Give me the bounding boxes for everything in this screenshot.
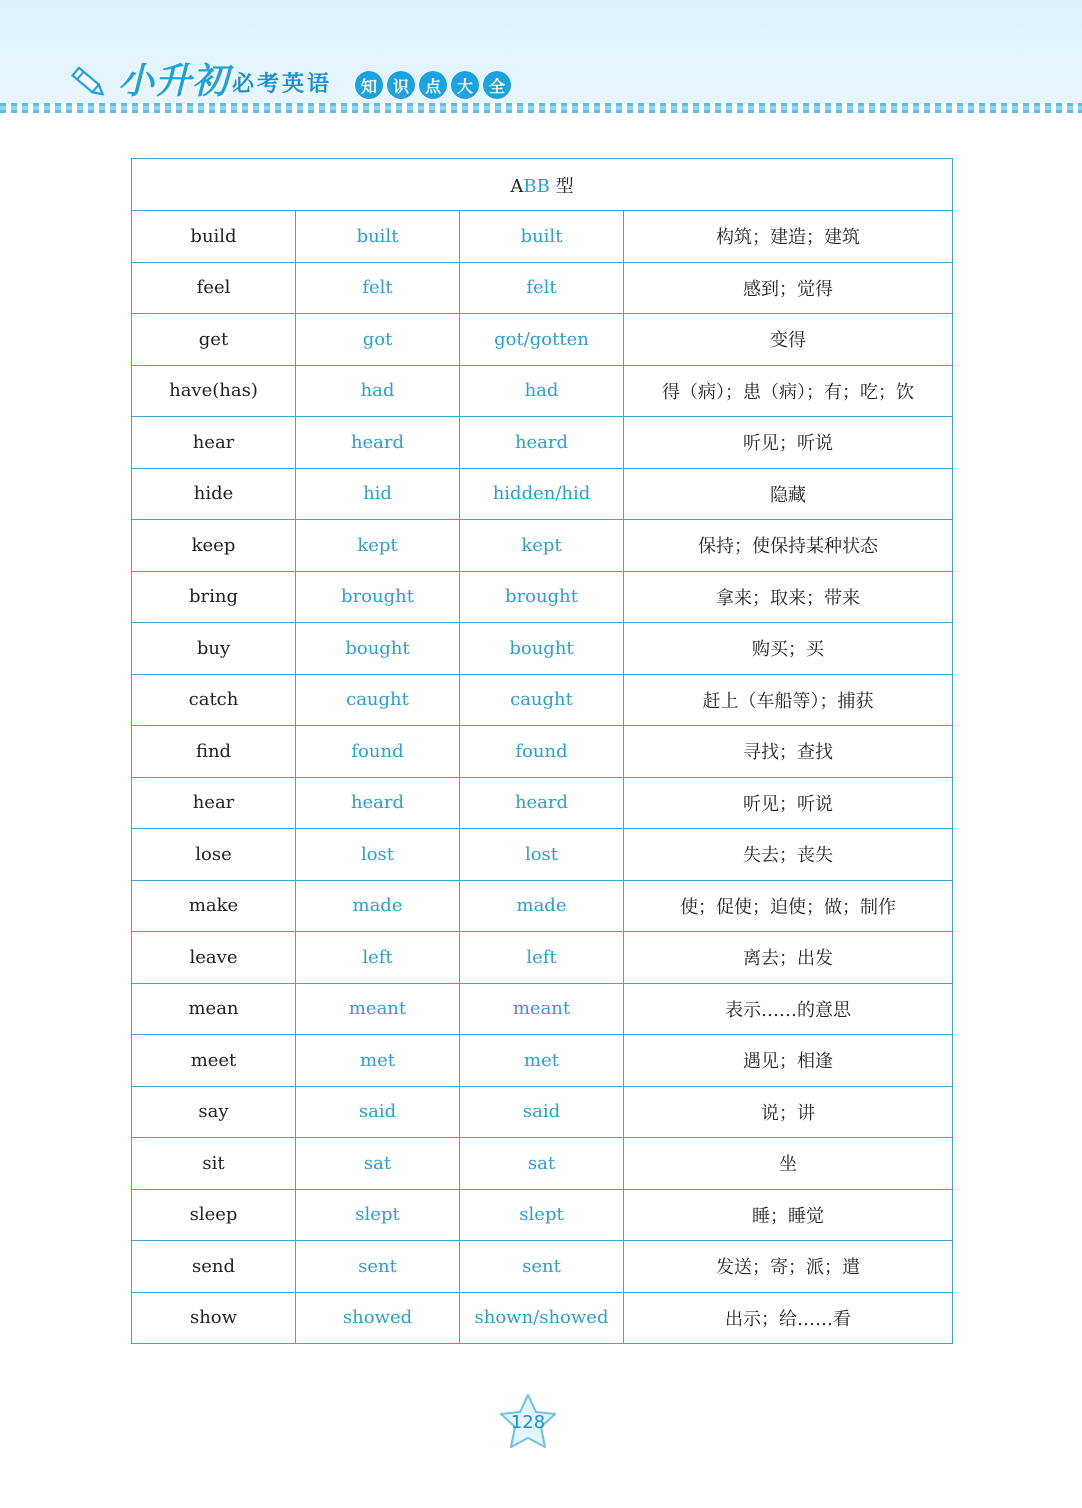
- meaning-cell: 睡；睡觉: [624, 1189, 953, 1241]
- circled-char: 大: [450, 70, 480, 100]
- circled-char: 知: [354, 70, 384, 100]
- meaning-cell: 听见；听说: [624, 417, 953, 469]
- base-form-cell: keep: [132, 520, 296, 572]
- brand-subtitle: 必考英语: [232, 72, 333, 97]
- base-form-cell: send: [132, 1241, 296, 1293]
- past-participle-cell: hidden/hid: [460, 468, 624, 520]
- circled-char: 点: [418, 70, 448, 100]
- meaning-cell: 发送；寄；派；遣: [624, 1241, 953, 1293]
- meaning-cell: 保持；使保持某种状态: [624, 520, 953, 572]
- base-form-cell: get: [132, 314, 296, 366]
- past-participle-cell: made: [460, 880, 624, 932]
- meaning-cell: 赶上（车船等）；捕获: [624, 674, 953, 726]
- table-row: [132, 829, 953, 881]
- meaning-cell: 听见；听说: [624, 777, 953, 829]
- table-row: [132, 674, 953, 726]
- past-participle-cell: said: [460, 1086, 624, 1138]
- past-tense-cell: bought: [296, 623, 460, 675]
- past-participle-cell: met: [460, 1035, 624, 1087]
- table-row: [132, 932, 953, 984]
- table-row: [132, 468, 953, 520]
- pencil-icon: [66, 62, 110, 102]
- base-form-cell: say: [132, 1086, 296, 1138]
- past-tense-cell: sent: [296, 1241, 460, 1293]
- table-row: [132, 1035, 953, 1087]
- circled-title: [354, 70, 512, 100]
- past-tense-cell: showed: [296, 1292, 460, 1344]
- past-tense-cell: met: [296, 1035, 460, 1087]
- past-tense-cell: hid: [296, 468, 460, 520]
- past-participle-cell: found: [460, 726, 624, 778]
- brand-title: 小升初: [118, 61, 230, 102]
- type-label-a: A: [510, 175, 524, 197]
- circled-char: 识: [386, 70, 416, 100]
- table-row: [132, 262, 953, 314]
- past-tense-cell: slept: [296, 1189, 460, 1241]
- past-participle-cell: shown/showed: [460, 1292, 624, 1344]
- base-form-cell: make: [132, 880, 296, 932]
- past-participle-cell: left: [460, 932, 624, 984]
- base-form-cell: build: [132, 211, 296, 263]
- past-tense-cell: brought: [296, 571, 460, 623]
- base-form-cell: have(has): [132, 365, 296, 417]
- table-row: [132, 211, 953, 263]
- page-number-badge: [496, 1392, 560, 1454]
- meaning-cell: 说；讲: [624, 1086, 953, 1138]
- table-row: [132, 571, 953, 623]
- table-row: [132, 777, 953, 829]
- past-participle-cell: sent: [460, 1241, 624, 1293]
- table-row: [132, 983, 953, 1035]
- meaning-cell: 表示……的意思: [624, 983, 953, 1035]
- base-form-cell: lose: [132, 829, 296, 881]
- past-tense-cell: heard: [296, 417, 460, 469]
- base-form-cell: show: [132, 1292, 296, 1344]
- table-row: [132, 1189, 953, 1241]
- meaning-cell: 使；促使；迫使；做；制作: [624, 880, 953, 932]
- table-row: [132, 417, 953, 469]
- table-row: [132, 1086, 953, 1138]
- table-row: [132, 1292, 953, 1344]
- meaning-cell: 构筑；建造；建筑: [624, 211, 953, 263]
- meaning-cell: 离去；出发: [624, 932, 953, 984]
- type-label-suffix: 型: [549, 175, 574, 197]
- past-tense-cell: built: [296, 211, 460, 263]
- table-row: [132, 314, 953, 366]
- past-tense-cell: felt: [296, 262, 460, 314]
- table-row: [132, 365, 953, 417]
- past-participle-cell: bought: [460, 623, 624, 675]
- base-form-cell: hear: [132, 417, 296, 469]
- base-form-cell: find: [132, 726, 296, 778]
- past-participle-cell: kept: [460, 520, 624, 572]
- past-tense-cell: meant: [296, 983, 460, 1035]
- past-participle-cell: heard: [460, 417, 624, 469]
- past-participle-cell: heard: [460, 777, 624, 829]
- past-tense-cell: sat: [296, 1138, 460, 1190]
- past-participle-cell: brought: [460, 571, 624, 623]
- meaning-cell: 出示；给……看: [624, 1292, 953, 1344]
- table-row: [132, 623, 953, 675]
- past-tense-cell: caught: [296, 674, 460, 726]
- past-tense-cell: kept: [296, 520, 460, 572]
- past-participle-cell: had: [460, 365, 624, 417]
- page-number: 128: [510, 1412, 546, 1433]
- table-type-header-row: [132, 159, 953, 211]
- base-form-cell: feel: [132, 262, 296, 314]
- past-participle-cell: meant: [460, 983, 624, 1035]
- past-tense-cell: left: [296, 932, 460, 984]
- meaning-cell: 变得: [624, 314, 953, 366]
- table-row: [132, 520, 953, 572]
- base-form-cell: hear: [132, 777, 296, 829]
- verb-table: [131, 158, 953, 1344]
- past-participle-cell: caught: [460, 674, 624, 726]
- base-form-cell: meet: [132, 1035, 296, 1087]
- base-form-cell: buy: [132, 623, 296, 675]
- meaning-cell: 坐: [624, 1138, 953, 1190]
- past-participle-cell: got/gotten: [460, 314, 624, 366]
- base-form-cell: sleep: [132, 1189, 296, 1241]
- past-tense-cell: said: [296, 1086, 460, 1138]
- table-row: [132, 1138, 953, 1190]
- meaning-cell: 得（病）；患（病）；有；吃；饮: [624, 365, 953, 417]
- type-label-bb: BB: [523, 175, 550, 197]
- meaning-cell: 寻找；查找: [624, 726, 953, 778]
- table-row: [132, 1241, 953, 1293]
- base-form-cell: sit: [132, 1138, 296, 1190]
- past-participle-cell: lost: [460, 829, 624, 881]
- meaning-cell: 遇见；相逢: [624, 1035, 953, 1087]
- past-participle-cell: built: [460, 211, 624, 263]
- meaning-cell: 隐藏: [624, 468, 953, 520]
- past-tense-cell: had: [296, 365, 460, 417]
- circled-char: 全: [482, 70, 512, 100]
- table-row: [132, 880, 953, 932]
- meaning-cell: 拿来；取来；带来: [624, 571, 953, 623]
- past-participle-cell: slept: [460, 1189, 624, 1241]
- past-participle-cell: sat: [460, 1138, 624, 1190]
- base-form-cell: hide: [132, 468, 296, 520]
- past-tense-cell: found: [296, 726, 460, 778]
- meaning-cell: 感到；觉得: [624, 262, 953, 314]
- base-form-cell: leave: [132, 932, 296, 984]
- past-tense-cell: lost: [296, 829, 460, 881]
- table-type-header: [132, 159, 953, 211]
- meaning-cell: 购买；买: [624, 623, 953, 675]
- base-form-cell: mean: [132, 983, 296, 1035]
- base-form-cell: catch: [132, 674, 296, 726]
- past-tense-cell: made: [296, 880, 460, 932]
- table-row: [132, 726, 953, 778]
- base-form-cell: bring: [132, 571, 296, 623]
- past-tense-cell: got: [296, 314, 460, 366]
- past-tense-cell: heard: [296, 777, 460, 829]
- past-participle-cell: felt: [460, 262, 624, 314]
- meaning-cell: 失去；丧失: [624, 829, 953, 881]
